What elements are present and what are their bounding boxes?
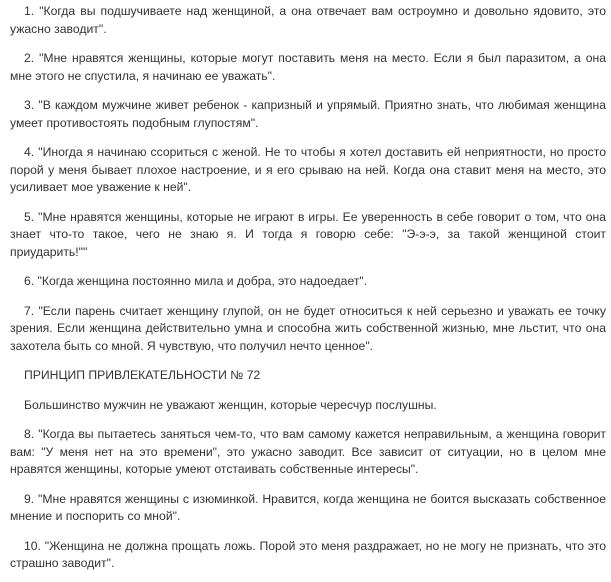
- quote-7: 7. "Если парень считает женщину глупой, он не будет относиться к ней серьезно и уважать ее точку зрения. Если женщина действительно умна и способна жить собственной жизнью, мне льстит, что она захотела быть со мной. Я чувствую, что получил нечто ценное".: [10, 303, 606, 353]
- quote-1: 1. "Когда вы подшучиваете над женщиной, а она отвечает вам остроумно и довольно ядовито, это ужасно заводит".: [10, 4, 606, 36]
- quote-3: 3. "В каждом мужчине живет ребенок - капризный и упрямый. Приятно знать, что любимая женщина умеет противостоять подобным глупостям".: [10, 98, 606, 130]
- quote-6: 6. "Когда женщина постоянно мила и добра, это надоедает".: [24, 274, 368, 288]
- quote-8: 8. "Когда вы пытаетесь заняться чем-то, что вам самому кажется неправильным, а женщина говорит вам: "У меня нет на это времени", это ужасно заводит. Все зависит от ситуации, но в целом мне нравятся женщины, которые умеют отстаивать собственные интересы".: [10, 427, 606, 476]
- quote-2: 2. "Мне нравятся женщины, которые могут поставить меня на место. Если я был паразитом, а она мне этого не спустила, я начинаю ее уважать".: [10, 51, 606, 83]
- quote-10: 10. "Женщина не должна прощать ложь. Порой это меня раздражает, но не могу не признать, что это страшно заводит".: [10, 538, 606, 570]
- quote-4: 4. "Иногда я начинаю ссориться с женой. Не то чтобы я хотел доставить ей неприятности, но просто порой у меня бывает плохое настроение, и я его срываю на ней. Когда она ставит меня на место, это усиливает мое уважение к ней".: [10, 145, 606, 194]
- article-body: [0, 3, 611, 582]
- principle-text: Большинство мужчин не уважают женщин, которые чересчур послушны.: [24, 397, 437, 412]
- quote-5: 5. "Мне нравятся женщины, которые не играют в игры. Ее уверенность в себе говорит о том, что она знает что-то такое, чего не знаю я. И тогда я говорю себе: "Э-э-э, за такой женщиной стоит приударить!"": [10, 209, 606, 259]
- quote-9: 9. "Мне нравятся женщины с изюминкой. Нравится, когда женщина не боится высказать собственное мнение и поспорить со мной".: [10, 491, 606, 523]
- principle-heading: ПРИНЦИП ПРИВЛЕКАТЕЛЬНОСТИ № 72: [24, 368, 261, 382]
